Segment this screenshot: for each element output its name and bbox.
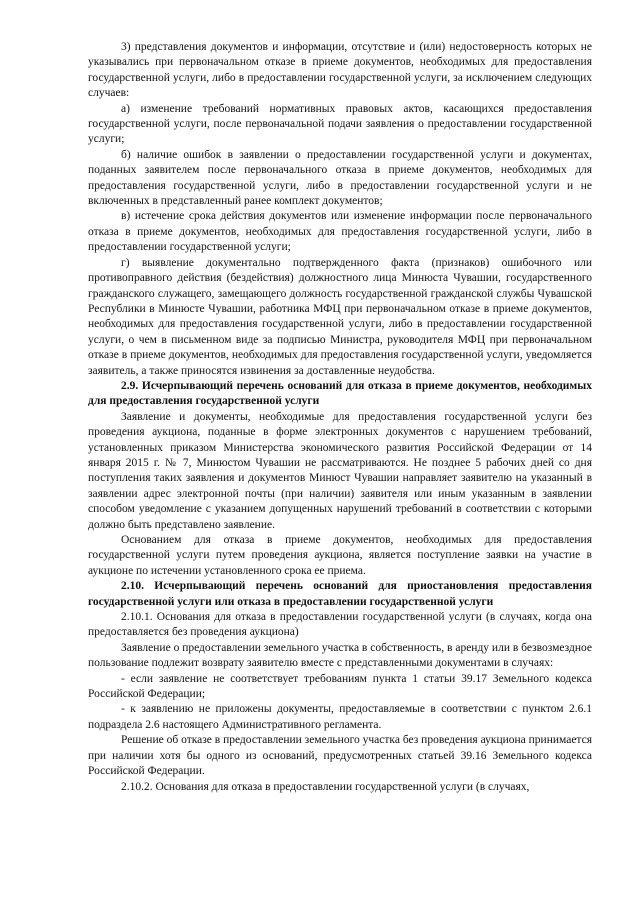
list-item-documents: - к заявлению не приложены документы, предоставляемые в соответствии с пунктом 2.6.1 подраздела 2.6 настоящего Административного регламента.	[88, 703, 592, 731]
paragraph-2-10-2: 2.10.2. Основания для отказа в предоставлении государственной услуги (в случаях,	[121, 780, 530, 793]
section-heading-2-9: 2.9. Исчерпывающий перечень оснований для отказа в приеме документов, необходимых для предоставления государственной услуги	[88, 379, 592, 408]
list-item-requirements: - если заявление не соответствует требованиям пункта 1 статьи 39.17 Земельного кодекса Российской Федерации;	[88, 672, 592, 701]
paragraph-item-3: 3) представления документов и информации, отсутствие и (или) недостоверность которых не указывались при первоначальном отказе в приеме документов, необходимых для предоставления государственной услуги, либо в предоставлении государственной услуги, за исключением следующих случаев:	[88, 41, 592, 100]
paragraph-auction-refusal: Основанием для отказа в приеме документов, необходимых для предоставления государственной услуги путем проведения аукциона, является поступление заявки на участие в аукционе по истечении установленного срока ее приема.	[88, 534, 592, 577]
paragraph-return-cases: Заявление о предоставлении земельного участка в собственность, в аренду или в безвозмездное пользование подлежит возврату заявителю вместе с представленными документами в случаях:	[88, 641, 592, 670]
paragraph-subitem-a: а) изменение требований нормативных правовых актов, касающихся предоставления государственной услуги, после первоначальной подачи заявления о предоставлении государственной услуги;	[88, 102, 592, 146]
paragraph-electronic-documents: Заявление и документы, необходимые для предоставления государственной услуги без проведения аукциона, поданные в форме электронных документов с нарушением требований, установленных приказом Министерства экономического развития Российской Федерации от 14 января 2015 г. № 7, Минюстом Чувашии не рассматриваются. Не позднее 5 рабочих дней со дня поступления таких заявления и документов Минюст Чувашии направляет заявителю на указанный в заявлении адрес электронной почты (при наличии) заявителя или иным указанным в заявлении способом уведомление с указанием допущенных нарушений требований в соответствии с которыми должно быть представлено заявление.	[88, 410, 592, 531]
paragraph-subitem-v: в) истечение срока действия документов или изменение информации после первоначального отказа в приеме документов, необходимых для предоставления государственной услуги, либо в предоставлении государственной услуги;	[88, 210, 592, 254]
paragraph-subitem-b: б) наличие ошибок в заявлении о предоставлении государственной услуги и документах, поданных заявителем после первоначального отказа в приеме документов, необходимых для предоставления государственной услуги, либо в предоставлении государственной услуги и не включенных в представленный ранее комплект документов;	[88, 148, 592, 208]
paragraph-subitem-g: г) выявление документально подтвержденного факта (признаков) ошибочного или противоправного действия (бездействия) должностного лица Минюста Чувашии, государственного гражданского служащего, замещающего должность государственной гражданской службы Чувашской Республики в Минюсте Чувашии, работника МФЦ при первоначальном отказе в приеме документов, необходимых для предоставления государственной услуги, либо в предоставлении государственной услуги, о чем в письменном виде за подписью Министра, руководителя МФЦ при первоначальном отказе в приеме документов, необходимых для предоставления государственной услуги, уведомляется заявитель, а также приносятся извинения за доставленные неудобства.	[88, 256, 592, 377]
section-heading-2-10: 2.10. Исчерпывающий перечень оснований для приостановления предоставления государственной услуги или отказа в предоставлении государственной услуги	[88, 580, 592, 608]
paragraph-2-10-1: 2.10.1. Основания для отказа в предоставлении государственной услуги (в случаях, когда она предоставляется без проведения аукциона)	[88, 611, 592, 639]
paragraph-refusal-decision: Решение об отказе в предоставлении земельного участка без проведения аукциона принимается при наличии хотя бы одного из оснований, предусмотренных статьей 39.16 Земельного кодекса Российской Федерации.	[88, 734, 592, 778]
